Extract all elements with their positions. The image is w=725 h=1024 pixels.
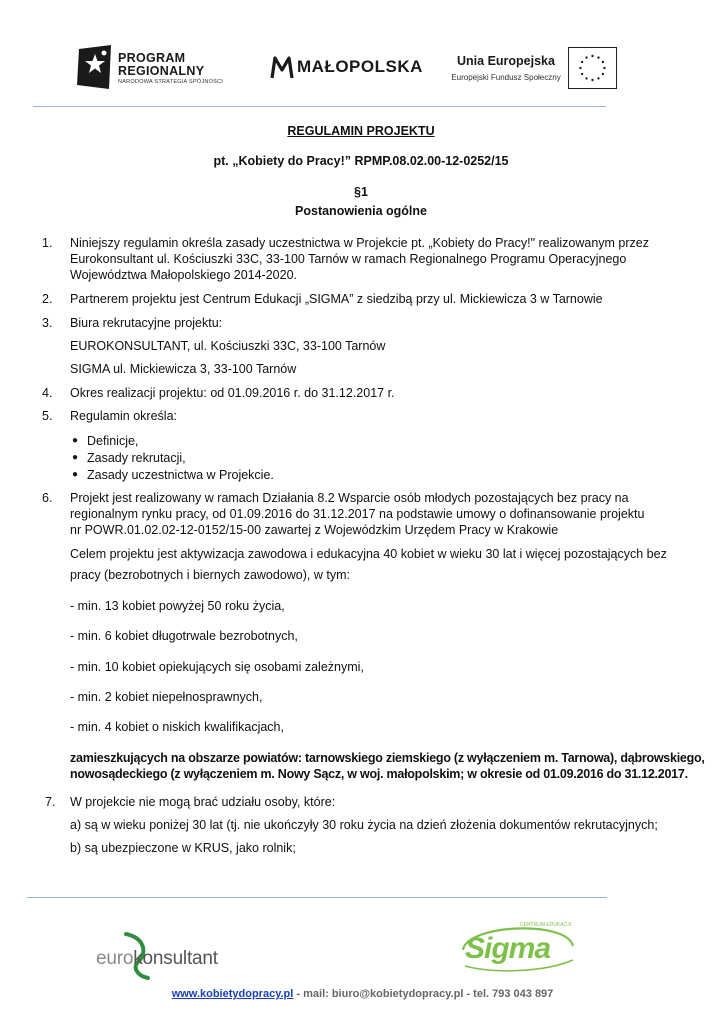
project-goal-line-1: Celem projektu jest aktywizacja zawodowa i edukacyjna 40 kobiet w wieku 30 lat i więcej pozostających bez	[70, 547, 667, 561]
project-area-line-1: zamieszkujących na obszarze powiatów: tarnowskiego ziemskiego (z wyłączeniem m. Tarnowa), dąbrowskiego,	[70, 751, 705, 765]
point-1-line-1: Niniejszy regulamin określa zasady uczestnictwa w Projekcie pt. „Kobiety do Pracy!" realizowanym przez	[70, 236, 649, 250]
target-group-item: - min. 13 kobiet powyżej 50 roku życia,	[70, 599, 285, 613]
point-6-line-3: nr POWR.01.02.02-12-0152/15-00 zawartej z Wojewódzkim Urzędem Pracy w Krakowie	[70, 523, 559, 537]
eu-logo-subtitle: Europejski Fundusz Społeczny	[451, 72, 561, 82]
euro-logo-part2: konsultant	[133, 948, 218, 969]
footer-phone: tel. 793 043 897	[473, 988, 554, 1000]
project-area-line-2: nowosądeckiego (z wyłączeniem m. Nowy Sącz, w woj. małopolskim; w okresie od 01.09.2016 do 31.12.2017.	[70, 767, 688, 781]
sigma-logo-word: Sigma	[465, 932, 551, 965]
target-group-item: - min. 10 kobiet opiekujących się osobami zależnymi,	[70, 660, 364, 674]
point-7-text: W projekcie nie mogą brać udziału osoby, które:	[70, 795, 336, 809]
footer-divider	[27, 897, 607, 898]
bullet-item: Definicje,	[87, 434, 139, 448]
point-5-text: Regulamin określa:	[70, 409, 177, 423]
bullet-icon: ●	[72, 435, 79, 446]
website-link[interactable]: www.kobietydopracy.pl	[171, 988, 294, 1000]
bullet-item: Zasady uczestnictwa w Projekcie.	[87, 468, 274, 482]
document-title: REGULAMIN PROJEKTU	[287, 124, 435, 138]
eu-logo-text	[448, 54, 564, 83]
office-sigma: SIGMA ul. Mickiewicza 3, 33-100 Tarnów	[70, 362, 297, 376]
point-6-line-1: Projekt jest realizowany w ramach Działania 8.2 Wsparcie osób młodych pozostających bez pracy na	[70, 491, 629, 505]
footer-separator: -	[293, 988, 304, 1000]
point-3-number: 3.	[42, 316, 53, 330]
section-title: Postanowienia ogólne	[295, 204, 427, 218]
point-1-line-2: Eurokonsultant ul. Kościuszki 33C, 33-100 Tarnów w ramach Regionalnego Programu Operacyjnego	[70, 252, 627, 266]
project-goal-line-2: pracy (bezrobotnych i biernych zawodowo), w tym:	[70, 568, 350, 582]
malopolska-mark-icon	[270, 54, 294, 80]
point-1-line-3: Województwa Małopolskiego 2014-2020.	[70, 268, 297, 282]
malopolska-logo-text: MAŁOPOLSKA	[297, 57, 423, 76]
point-4-number: 4.	[42, 386, 53, 400]
program-logo-line3: NARODOWA STRATEGIA SPÓJNOŚCI	[118, 79, 224, 85]
point-5-number: 5.	[42, 409, 53, 423]
target-group-item: - min. 6 kobiet długotrwale bezrobotnych,	[70, 629, 298, 643]
point-2-text: Partnerem projektu jest Centrum Edukacji „SIGMA” z siedzibą przy ul. Mickiewicza 3 w Tarnowie	[70, 292, 603, 306]
exclusion-item-a: a) są w wieku poniżej 30 lat (tj. nie ukończyły 30 roku życia na dzień złożenia dokumentów rekrutacyjnych;	[70, 818, 658, 832]
document-subtitle: pt. „Kobiety do Pracy!” RPMP.08.02.00-12-0252/15	[213, 154, 509, 168]
point-3-text: Biura rekrutacyjne projektu:	[70, 316, 223, 330]
header-divider	[33, 106, 606, 107]
footer-separator: -	[463, 988, 474, 1000]
point-6-number: 6.	[42, 491, 53, 505]
bullet-icon: ●	[72, 452, 79, 463]
point-4-text: Okres realizacji projektu: od 01.09.2016 r. do 31.12.2017 r.	[70, 386, 395, 400]
malopolska-logo	[270, 54, 430, 82]
sigma-logo-small: CENTRUM EDUKACJI	[520, 922, 572, 928]
section-number: §1	[354, 185, 368, 199]
star-figure-icon	[75, 45, 115, 89]
program-logo-line1: PROGRAM	[118, 51, 186, 65]
exclusion-item-b: b) są ubezpieczone w KRUS, jako rolnik;	[70, 841, 296, 855]
bullet-item: Zasady rekrutacji,	[87, 451, 186, 465]
eurokonsultant-logo	[96, 930, 256, 980]
point-1-number: 1.	[42, 236, 53, 250]
footer-contact	[0, 988, 725, 1002]
eu-logo-title: Unia Europejska	[457, 54, 555, 68]
target-group-item: - min. 2 kobiet niepełnosprawnych,	[70, 690, 263, 704]
point-6-line-2: regionalnym rynku pracy, od 01.09.2016 do 31.12.2017 na podstawie umowy o dofinansowanie projektu	[70, 507, 645, 521]
program-logo-line2: REGIONALNY	[118, 64, 205, 78]
footer-email: mail: biuro@kobietydopracy.pl	[303, 988, 464, 1000]
eu-flag-icon	[568, 47, 617, 89]
office-eurokonsultant: EUROKONSULTANT, ul. Kościuszki 33C, 33-100 Tarnów	[70, 339, 386, 353]
point-7-number: 7.	[45, 795, 56, 809]
euro-logo-part1: euro	[96, 948, 134, 969]
sigma-logo	[455, 920, 580, 975]
target-group-item: - min. 4 kobiet o niskich kwalifikacjach,	[70, 720, 284, 734]
program-regionalny-logo	[75, 45, 235, 91]
bullet-icon: ●	[72, 469, 79, 480]
point-2-number: 2.	[42, 292, 53, 306]
